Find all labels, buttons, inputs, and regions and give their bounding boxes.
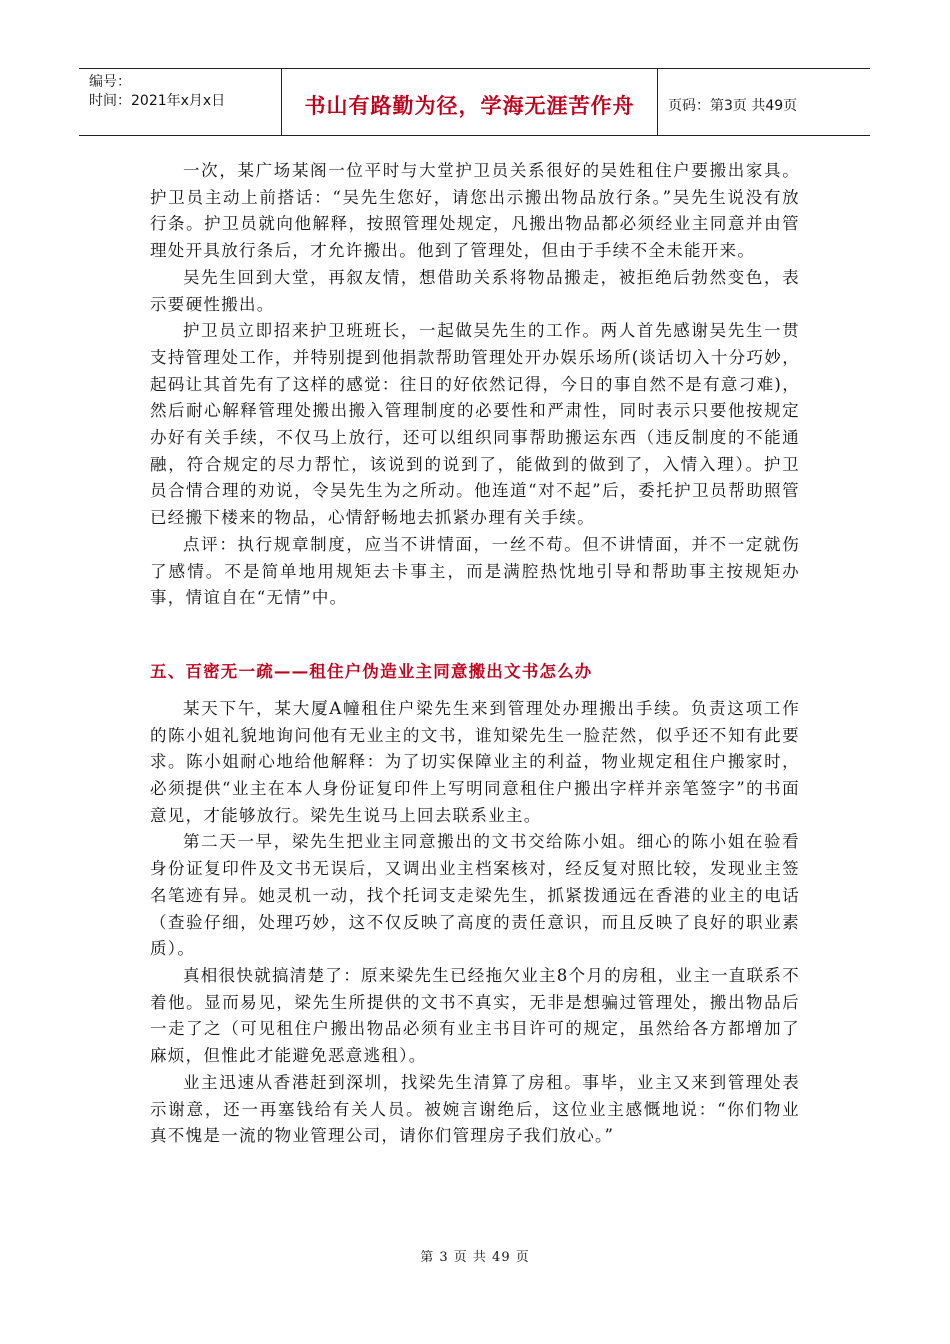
section-spacer: [150, 612, 800, 658]
document-body: [150, 158, 800, 1150]
section-heading: 五、百密无一疏——租住户伪造业主同意搬出文书怎么办: [150, 661, 593, 681]
body-paragraph: 业主迅速从香港赶到深圳，找梁先生清算了房租。事毕，业主又来到管理处表示谢意，还一再塞钱给有关人员。被婉言谢绝后，这位业主感慨地说：“你们物业真不愧是一流的物业管理公司，请你们管理房子我们放心。”: [150, 1072, 800, 1146]
page-footer: 第 3 页 共 49 页: [420, 1250, 530, 1265]
body-paragraph: 第二天一早，梁先生把业主同意搬出的文书交给陈小姐。细心的陈小姐在验看身份证复印件及文书无误后，又调出业主档案核对，经反复对照比较，发现业主签名笔迹有异。她灵机一动，找个托词支走梁先生，抓紧拨通远在香港的业主的电话（查验仔细，处理巧妙，这不仅反映了高度的责任意识，而且反映了良好的职业素质）。: [150, 832, 800, 959]
page-header: [79, 68, 870, 136]
body-paragraph: 吴先生回到大堂，再叙友情，想借助关系将物品搬走，被拒绝后勃然变色，表示要硬性搬出。: [150, 267, 800, 314]
body-paragraph: 点评：执行规章制度，应当不讲情面，一丝不苟。但不讲情面，并不一定就伤了感情。不是简单地用规矩去卡事主，而是满腔热忱地引导和帮助事主按规矩办事，情谊自在“无情”中。: [150, 534, 800, 608]
header-meta: [79, 69, 282, 135]
document-date: 时间：2021年x月x日: [89, 93, 226, 109]
document-code-label: 编号：: [89, 74, 131, 90]
body-paragraph: 某天下午，某大厦A幢租住户梁先生来到管理处办理搬出手续。负责这项工作的陈小姐礼貌地询问他有无业主的文书，谁知梁先生一脸茫然，似乎还不知有此要求。陈小姐耐心地给他解释：为了切实保障业主的利益，物业规定租住户搬家时，必须提供“业主在本人身份证复印件上写明同意租住户搬出字样并亲笔签字”的书面意见，才能够放行。梁先生说马上回去联系业主。: [150, 698, 800, 825]
body-paragraph: 真相很快就搞清楚了：原来梁先生已经拖欠业主8个月的房租，业主一直联系不着他。显而易见，梁先生所提供的文书不真实，无非是想骗过管理处，搬出物品后一走了之（可见租住户搬出物品必须有业主书目许可的规定，虽然给各方都增加了麻烦，但惟此才能避免恶意逃租）。: [150, 965, 800, 1066]
body-paragraph: 一次，某广场某阁一位平时与大堂护卫员关系很好的吴姓租住户要搬出家具。护卫员主动上前搭话：“吴先生您好，请您出示搬出物品放行条。”吴先生说没有放行条。护卫员就向他解释，按照管理处规定，凡搬出物品都必须经业主同意并由管理处开具放行条后，才允许搬出。他到了管理处，但由于手续不全未能开来。: [150, 161, 800, 261]
body-paragraph: 护卫员立即招来护卫班班长，一起做吴先生的工作。两人首先感谢吴先生一贯支持管理处工作，并特别提到他捐款帮助管理处开办娱乐场所(谈话切入十分巧妙，起码让其首先有了这样的感觉：往日的好依然记得，今日的事自然不是有意刁难)，然后耐心解释管理处搬出搬入管理制度的必要性和严肃性，同时表示只要他按规定办好有关手续，不仅马上放行，还可以组织同事帮助搬运东西（违反制度的不能通融，符合规定的尽力帮忙，该说到的说到了，能做到的做到了，入情入理）。护卫员合情合理的劝说，令吴先生为之所动。他连道“对不起”后，委托护卫员帮助照管已经搬下楼来的物品，心情舒畅地去抓紧办理有关手续。: [150, 321, 800, 528]
header-page-info: 页码：第3页 共49页: [668, 98, 798, 114]
header-motto: 书山有路勤为径，学海无涯苦作舟: [282, 69, 658, 135]
